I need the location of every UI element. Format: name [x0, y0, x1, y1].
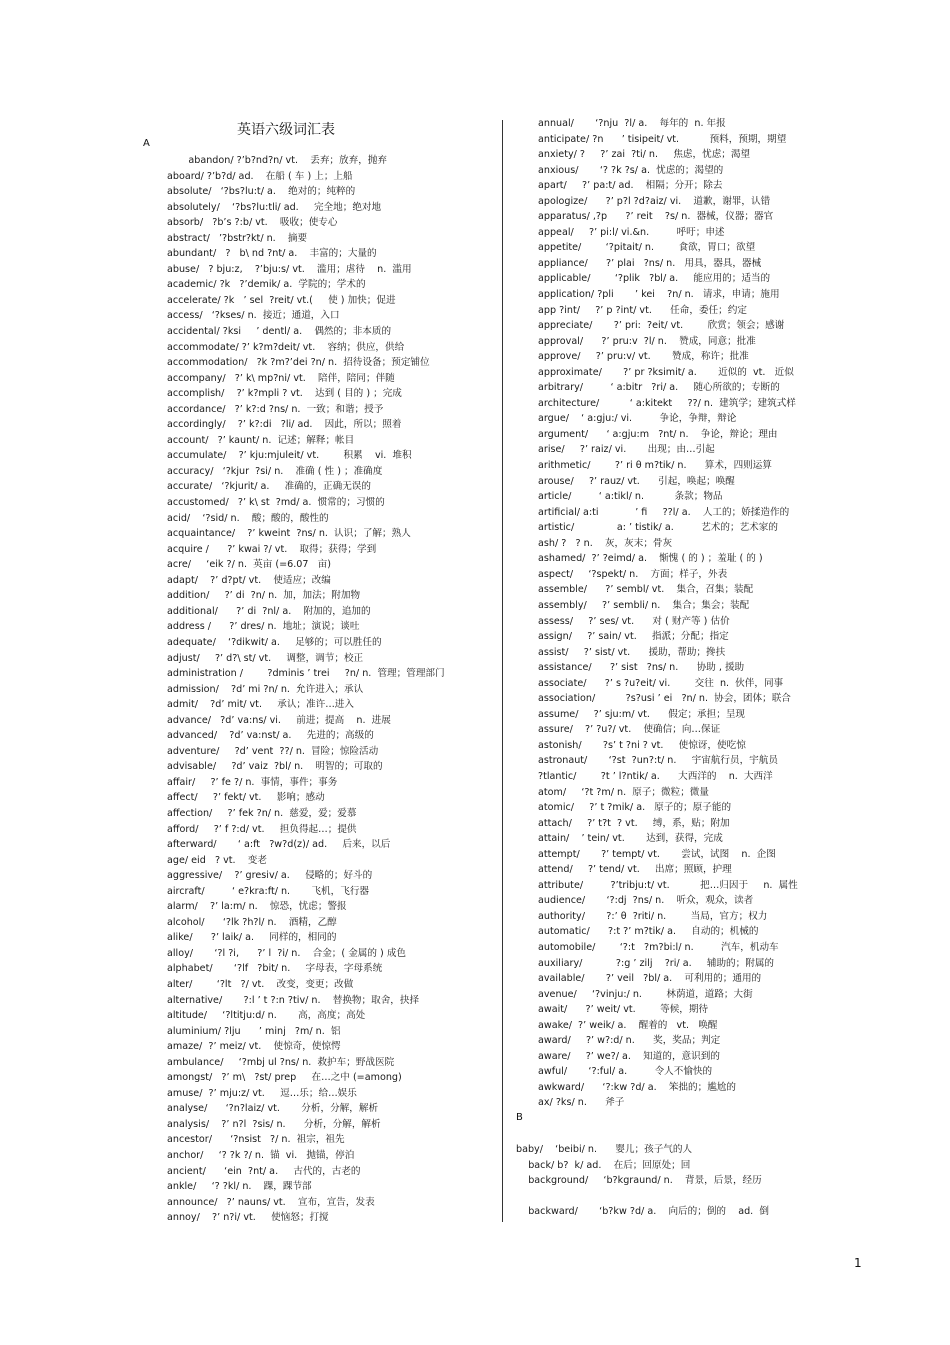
vocab-entry: attribute/ ?’tribju:t/ vt. 把…归因于 n. 属性 — [538, 879, 798, 891]
vocab-entry: artificial/ a:ti ’ fi ??l/ a. 人工的；娇揉造作的 — [538, 506, 790, 518]
vocab-entry: assembly/ ?’ sembli/ n. 集合；集会；装配 — [538, 599, 750, 611]
vocab-entry: arbitrary/ ‘ a:bitr ?ri/ a. 随心所欲的；专断的 — [538, 382, 780, 394]
vocab-entry: atom/ ‘?t ?m/ n. 原子；微粒；微量 — [538, 786, 709, 798]
vocab-entry: accommodation/ ?k ?m?’dei ?n/ n. 招待设备；预定铺位 — [167, 357, 430, 369]
vocab-entry: absolute/ ‘?bs?lu:t/ a. 绝对的；纯粹的 — [167, 186, 356, 198]
vocab-entry: age/ eid ? vt. 变老 — [167, 854, 267, 866]
vocab-entry: astonish/ ?s’ t ?ni ? vt. 使惊讶，使吃惊 — [538, 739, 746, 751]
vocab-entry: abstract/ ’?bstr?kt/ n. 摘要 — [167, 232, 308, 244]
vocab-entry: affect/ ?’ fekt/ vt. 影响；感动 — [167, 792, 325, 804]
page-title: 英语六级词汇表 — [237, 122, 335, 138]
vocab-entry: accumulate/ ?’ kju:mjuleit/ vt. 积累 vi. 堆积 — [167, 450, 412, 462]
vocab-entry: argument/ ‘ a:gju:m ?nt/ n. 争论，辩论；理由 — [538, 428, 778, 440]
vocab-entry: baby/ ‘beibi/ n. 婴儿；孩子气的人 — [516, 1144, 693, 1155]
vocab-entry: adjust/ ?’ d?\ st/ vt. 调整，调节；校正 — [167, 652, 364, 664]
vocab-entry: accelerate/ ?k ’ sel ?reit/ vt.( 使 ) 加快；促进 — [167, 294, 396, 306]
vocab-entry: ax/ ?ks/ n. 斧子 — [538, 1097, 625, 1109]
vocab-column-b — [516, 1142, 816, 1220]
vocab-entry: alter/ ‘?lt ?/ vt. 改变，变更；改做 — [167, 978, 354, 990]
vocab-entry: assess/ ?’ ses/ vt. 对 ( 财产等 ) 估价 — [538, 615, 730, 627]
vocab-entry: advance/ ?d’ va:ns/ vi. 前进；提高 n. 进展 — [167, 714, 391, 726]
vocab-entry: abandon/ ?’b?nd?n/ vt. 丢弃；放弃，抛弃 — [167, 155, 387, 166]
vocab-entry: affection/ ?’ fek ?n/ n. 慈爱，爱；爱慕 — [167, 807, 357, 819]
column-divider — [502, 120, 503, 1222]
vocab-entry: assistance/ ?’ sist ?ns/ n. 协助 , 援助 — [538, 662, 745, 674]
vocab-entry: assign/ ?’ sain/ vt. 指派；分配；指定 — [538, 631, 729, 643]
vocab-entry: access/ ‘?kses/ n. 接近；通道，入口 — [167, 310, 340, 322]
vocab-entry: academic/ ?k ?’demik/ a. 学院的；学术的 — [167, 279, 366, 291]
vocab-entry: annual/ ‘?nju ?l/ a. 每年的 n. 年报 — [538, 118, 726, 129]
vocab-column-right — [538, 116, 838, 1111]
vocab-entry: absolutely/ ‘?bs?lu:tli/ ad. 完全地；绝对地 — [167, 201, 382, 213]
vocab-entry: accordingly/ ?’ k?:di ?li/ ad. 因此，所以；照着 — [167, 419, 402, 431]
vocab-entry: attempt/ ?’ tempt/ vt. 尝试，试图 n. 企图 — [538, 848, 776, 860]
vocab-entry: ash/ ? ? n. 灰，灰末；骨灰 — [538, 537, 673, 549]
vocab-entry: approximate/ ?’ pr ?ksimit/ a. 近似的 vt. 近似 — [538, 366, 794, 378]
vocab-entry: ashamed/ ?’ ?eimd/ a. 惭愧 ( 的 ) ；羞耻 ( 的 ) — [538, 553, 763, 565]
vocab-entry: affair/ ?’ fe ?/ n. 事情，事件；事务 — [167, 776, 338, 788]
vocab-entry: advanced/ ?d’ va:nst/ a. 先进的；高级的 — [167, 730, 374, 742]
vocab-entry: app ?int/ ?’ p ?int/ vt. 任命，委任；约定 — [538, 304, 747, 316]
vocab-entry: aggressive/ ?’ gresiv/ a. 侵略的；好斗的 — [167, 870, 373, 882]
vocab-entry: amuse/ ?’ mju:z/ vt. 逗…乐；给…娱乐 — [167, 1087, 357, 1099]
vocab-entry: alike/ ?’ laik/ a. 同样的，相同的 — [167, 932, 337, 944]
vocab-entry: apart/ ?’ pa:t/ ad. 相隔；分开；除去 — [538, 180, 723, 192]
vocab-entry: additional/ ?’ di ?nl/ a. 附加的，追加的 — [167, 605, 371, 617]
vocab-entry: alloy/ ‘?l ?i, ?’ l ?i/ n. 合金；( 金属的 ) 成色 — [167, 947, 407, 959]
vocab-entry: article/ ‘ a:tikl/ n. 条款；物品 — [538, 491, 723, 503]
vocab-entry: alcohol/ ‘?lk ?h?l/ n. 酒精，乙醇 — [167, 916, 337, 928]
vocab-entry: aboard/ ?’b?d/ ad. 在船 ( 车 ) 上；上船 — [167, 170, 353, 182]
vocab-entry: anchor/ ‘? ?k ?/ n. 锚 vi. 抛锚，停泊 — [167, 1150, 355, 1161]
vocab-entry: assemble/ ?’ sembl/ vt. 集合，召集；装配 — [538, 584, 754, 596]
vocab-entry: abuse/ ? bju:z, ?’bju:s/ vt. 滥用；虐待 n. 滥用 — [167, 263, 412, 275]
vocab-entry: arouse/ ?’ rauz/ vt. 引起，唤起；唤醒 — [538, 475, 735, 487]
vocab-entry: atomic/ ?’ t ?mik/ a. 原子的；原子能的 — [538, 802, 732, 814]
vocab-entry: acquaintance/ ?’ kweint ?ns/ n. 认识；了解；熟人 — [167, 528, 411, 540]
vocab-entry: arise/ ?’ raiz/ vi. 出现；由…引起 — [538, 444, 715, 456]
vocab-entry: anxiety/ ? ?’ zai ?ti/ n. 焦虑，忧虑；渴望 — [538, 149, 751, 161]
vocab-entry: annoy/ ?’ n?i/ vt. 使恼怒；打搅 — [167, 1212, 329, 1224]
vocab-entry: apologize/ ?’ p?l ?d?aiz/ vi. 道歉，谢罪，认错 — [538, 195, 771, 207]
vocab-entry: alternative/ ?:l ’ t ?:n ?tiv/ n. 替换物；取舍，抉择 — [167, 994, 420, 1006]
vocab-entry: await/ ?’ weit/ vt. 等候，期待 — [538, 1004, 709, 1016]
vocab-entry: absorb/ ?b’s ?:b/ vt. 吸收；使专心 — [167, 217, 338, 229]
vocab-entry: attend/ ?’ tend/ vt. 出席；照顾，护理 — [538, 864, 732, 876]
vocab-entry: afford/ ?’ f ?:d/ vt. 担负得起…；提供 — [167, 823, 357, 835]
vocab-entry: auxiliary/ ?:g ’ zilj ?ri/ a. 辅助的；附属的 — [538, 957, 775, 969]
vocab-entry: address / ?’ dres/ n. 地址；演说；谈吐 — [167, 621, 360, 633]
vocab-entry: accustomed/ ?’ k\ st ?md/ a. 惯常的；习惯的 — [167, 497, 385, 509]
vocab-column-left — [167, 153, 497, 1226]
vocab-entry: award/ ?’ w?:d/ n. 奖，奖品；判定 — [538, 1035, 721, 1047]
vocab-entry: approve/ ?’ pru:v/ vt. 赞成，称许；批准 — [538, 351, 749, 363]
vocab-entry: ankle/ ‘? ?kl/ n. 踝，踝节部 — [167, 1181, 312, 1193]
vocab-entry: approval/ ?’ pru:v ?l/ n. 赞成，同意；批准 — [538, 335, 756, 347]
vocab-entry: analyse/ ‘?n?laiz/ vt. 分析，分解，解析 — [167, 1103, 379, 1115]
vocab-entry: anxious/ ‘? ?k ?s/ a. 忧虑的；渴望的 — [538, 164, 724, 176]
vocab-entry: avenue/ ‘?vinju:/ n. 林荫道，道路；大街 — [538, 988, 753, 1000]
vocab-entry: appetite/ ‘?pitait/ n. 食欲，胃口；欲望 — [538, 242, 756, 254]
vocab-entry: automatic/ ?:t ?’ m?tik/ a. 自动的；机械的 — [538, 926, 759, 938]
vocab-entry: arithmetic/ ?’ ri θ m?tik/ n. 算术，四则运算 — [538, 460, 772, 472]
vocab-entry: artistic/ a: ’ tistik/ a. 艺术的；艺术家的 — [538, 522, 778, 534]
vocab-entry: acquire / ?’ kwai ?/ vt. 取得；获得；学到 — [167, 543, 377, 555]
vocab-entry: association/ ?s?usi ’ ei ?n/ n. 协会，团体；联合 — [538, 693, 791, 705]
vocab-entry: alphabet/ ‘?lf ?bit/ n. 字母表，字母系统 — [167, 963, 383, 975]
vocab-entry: aircraft/ ‘ e?kra:ft/ n. 飞机，飞行器 — [167, 885, 370, 897]
vocab-entry: accompany/ ?’ k\ mp?ni/ vt. 陪伴，陪同；伴随 — [167, 372, 395, 384]
vocab-entry: accuracy/ ‘?kjur ?si/ n. 准确 ( 性 ) ；准确度 — [167, 465, 383, 477]
vocab-entry: afterward/ ‘ a:ft ?w?d(z)/ ad. 后来，以后 — [167, 839, 391, 851]
vocab-entry: adapt/ ?’ d?pt/ vt. 使适应；改编 — [167, 574, 331, 586]
vocab-entry: advisable/ ?d’ vaiz ?bl/ n. 明智的；可取的 — [167, 761, 383, 773]
vocab-entry: accomplish/ ?’ k?mpli ? vt. 达到 ( 目的 ) ；完成 — [167, 388, 402, 400]
vocab-entry: abundant/ ? b\ nd ?nt/ a. 丰富的；大量的 — [167, 248, 377, 260]
vocab-entry: aspect/ ‘?spekt/ n. 方面；样子，外表 — [538, 568, 728, 580]
vocab-entry: available/ ?’ veil ?bl/ a. 可利用的；通用的 — [538, 973, 762, 985]
vocab-entry: aluminium/ ?lju ’ minj ?m/ n. 铝 — [167, 1025, 341, 1037]
vocab-entry: applicable/ ‘?plik ?bl/ a. 能应用的；适当的 — [538, 273, 771, 285]
vocab-entry: argue/ ‘ a:gju:/ vi. 争论，争辩，辩论 — [538, 413, 737, 425]
vocab-entry: awake/ ?’ weik/ a. 醒着的 vt. 唤醒 — [538, 1019, 718, 1031]
vocab-entry — [516, 1189, 816, 1205]
vocab-entry: amaze/ ?’ meiz/ vt. 使惊奇，使惊愕 — [167, 1041, 341, 1053]
page-number: 1 — [854, 1256, 862, 1270]
vocab-entry: assist/ ?’ sist/ vt. 援助，帮助；搀扶 — [538, 646, 726, 658]
vocab-entry: adequate/ ‘?dikwit/ a. 足够的；可以胜任的 — [167, 636, 382, 648]
vocab-entry: astronaut/ ‘?st ?un?:t/ n. 宇宙航行员，宇航员 — [538, 755, 778, 767]
vocab-entry: assume/ ?’ sju:m/ vt. 假定；承担；呈现 — [538, 708, 746, 720]
vocab-entry: aware/ ?’ we?/ a. 知道的，意识到的 — [538, 1050, 720, 1062]
vocab-entry: ambulance/ ‘?mbj ul ?ns/ n. 救护车；野战医院 — [167, 1056, 395, 1068]
vocab-entry: application/ ?pli ’ kei ?n/ n. 请求，申请；施用 — [538, 289, 780, 301]
vocab-entry: ancestor/ ‘?nsist ?/ n. 祖宗，祖先 — [167, 1134, 345, 1146]
vocab-entry: architecture/ ‘ a:kitekt ??/ n. 建筑学；建筑式样 — [538, 397, 796, 409]
vocab-entry: ancient/ ‘ein ?nt/ a. 古代的，古老的 — [167, 1165, 361, 1177]
vocab-entry: awkward/ ‘?:kw ?d/ a. 笨拙的；尴尬的 — [538, 1081, 736, 1093]
vocab-entry: adventure/ ?d’ vent ??/ n. 冒险；惊险活动 — [167, 745, 379, 757]
vocab-entry: attach/ ?’ t?t ? vt. 缚，系，贴；附加 — [538, 817, 730, 829]
vocab-entry: amongst/ ?’ m\ ?st/ prep 在…之中 (=among) — [167, 1072, 402, 1084]
vocab-entry: admit/ ?d’ mit/ vt. 承认；准许…进入 — [167, 699, 354, 711]
vocab-entry: alarm/ ?’ la:m/ n. 惊恐，忧虑；警报 — [167, 901, 347, 913]
vocab-entry: ?tlantic/ ?t ’ l?ntik/ a. 大西洋的 n. 大西洋 — [538, 770, 773, 782]
vocab-entry: account/ ?’ kaunt/ n. 记述；解释；帐目 — [167, 434, 355, 446]
vocab-entry: analysis/ ?’ n?l ?sis/ n. 分析，分解，解析 — [167, 1118, 381, 1130]
vocab-entry: administration / ?dminis ’ trei ?n/ n. 管理；管理部门 — [167, 668, 445, 680]
vocab-entry: accurate/ ‘?kjurit/ a. 准确的，正确无误的 — [167, 481, 371, 493]
vocab-entry: announce/ ?’ nauns/ vt. 宣布，宣告，发表 — [167, 1196, 375, 1208]
vocab-entry: authority/ ?:’ θ ?riti/ n. 当局，官方；权力 — [538, 910, 768, 922]
vocab-entry: audience/ ‘?:dj ?ns/ n. 听众，观众，读者 — [538, 895, 754, 907]
vocab-entry: accidental/ ?ksi ’ dentl/ a. 偶然的；非本质的 — [167, 326, 392, 338]
vocab-entry: backward/ ‘b?kw ?d/ a. 向后的；倒的 ad. 倒 — [516, 1206, 769, 1218]
vocab-entry: appreciate/ ?’ pri: ?eit/ vt. 欣赏；领会；感谢 — [538, 320, 785, 332]
section-heading-b: B — [516, 1112, 523, 1123]
vocab-entry: associate/ ?’ s ?u?eit/ vi. 交往 n. 伙伴，同事 — [538, 677, 784, 689]
vocab-entry: awful/ ‘?:ful/ a. 令人不愉快的 — [538, 1066, 713, 1078]
vocab-entry: back/ b? k/ ad. 在后；回原处；回 — [516, 1159, 691, 1171]
vocab-entry: acre/ ‘eik ?/ n. 英亩 (=6.07 亩) — [167, 559, 331, 571]
vocab-entry: anticipate/ ?n ’ tisipeit/ vt. 预料，预期，期望 — [538, 133, 787, 145]
vocab-entry: addition/ ?’ di ?n/ n. 加，加法；附加物 — [167, 590, 361, 602]
vocab-entry: apparatus/ ,?p ?’ reit ?s/ n. 器械，仪器；器官 — [538, 211, 774, 223]
vocab-entry: accommodate/ ?’ k?m?deit/ vt. 容纳；供应，供给 — [167, 341, 405, 353]
section-heading-a: A — [143, 138, 150, 149]
vocab-entry: appliance/ ?’ plai ?ns/ n. 用具，器具，器械 — [538, 257, 762, 269]
vocab-entry: attain/ ’ tein/ vt. 达到，获得，完成 — [538, 833, 723, 845]
vocab-entry: background/ ‘b?kgraund/ n. 背景，后景，经历 — [516, 1175, 762, 1187]
vocab-entry: admission/ ?d’ mi ?n/ n. 允许进入；承认 — [167, 683, 364, 695]
vocab-entry: assure/ ?’ ?u?/ vt. 使确信；向…保证 — [538, 724, 721, 736]
vocab-entry: appeal/ ?’ pi:l/ vi.&n. 呼吁；申述 — [538, 226, 725, 238]
vocab-entry: accordance/ ?’ k?:d ?ns/ n. 一致；和谐；授予 — [167, 403, 384, 415]
vocab-entry: automobile/ ‘?:t ?m?bi:l/ n. 汽车，机动车 — [538, 941, 779, 953]
vocab-entry: altitude/ ‘?ltitju:d/ n. 高，高度；高处 — [167, 1010, 366, 1022]
vocab-entry: acid/ ‘?sid/ n. 酸；酸的，酸性的 — [167, 512, 329, 524]
